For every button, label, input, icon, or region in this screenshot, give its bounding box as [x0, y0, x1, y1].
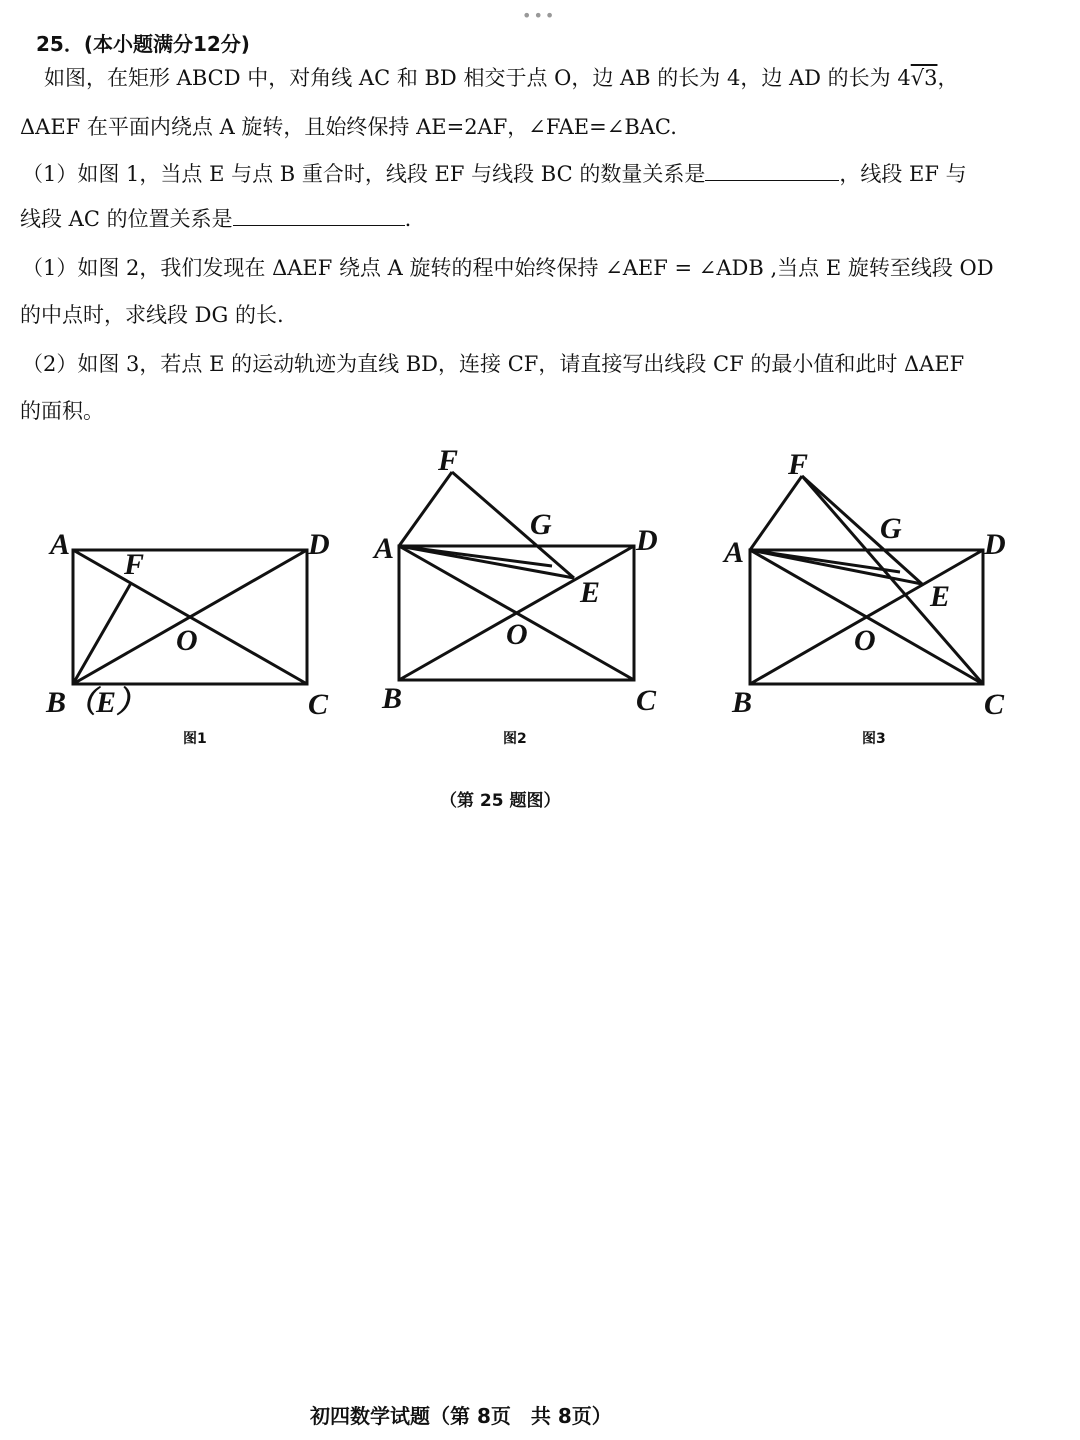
intro-line-1 [44, 62, 958, 92]
figure-3-caption: 图3 [862, 731, 886, 747]
label-a: A [50, 528, 71, 561]
label-g: G [530, 508, 552, 541]
figure-3-diagram [720, 440, 1060, 730]
question-1-line-1 [22, 158, 967, 188]
problem-heading: 25．(本小题满分12分) [36, 32, 250, 56]
q1-text-a: （1）如图 1，当点 E 与点 B 重合时，线段 EF 与线段 BC 的数量关系是 [22, 162, 706, 186]
label-b: B [732, 686, 753, 719]
figure-1-caption: 图1 [183, 731, 207, 747]
label-d: D [636, 524, 658, 557]
label-f: F [788, 448, 809, 481]
question-1-line-2 [20, 203, 411, 233]
label-e: E [580, 576, 601, 609]
figure-1 [40, 440, 360, 734]
label-e: E [930, 580, 951, 613]
q1-text-b: ，线段 EF 与 [839, 162, 967, 186]
label-a: A [374, 532, 395, 565]
label-c: C [984, 688, 1005, 721]
segment-af [750, 476, 802, 550]
label-g: G [880, 512, 902, 545]
label-f: F [124, 548, 145, 581]
figure-2-diagram [370, 440, 700, 730]
figure-3 [720, 440, 1060, 734]
label-b: B [382, 682, 403, 715]
label-o: O [506, 618, 528, 651]
segment-ag [399, 546, 552, 566]
question-3-line-1: （2）如图 3，若点 E 的运动轨迹为直线 BD，连接 CF，请直接写出线段 CF 的最小值和此时 ΔAEF [22, 352, 965, 376]
label-o: O [854, 624, 876, 657]
q1-text-d: . [404, 207, 412, 231]
answer-blank-2[interactable] [233, 205, 405, 226]
segment-af [399, 472, 452, 546]
label-d: D [984, 528, 1006, 561]
label-d: D [308, 528, 330, 561]
answer-blank-1[interactable] [705, 160, 839, 181]
intro-1-text: 如图，在矩形 ABCD 中，对角线 AC 和 BD 相交于点 O，边 AB 的长为 4，边 AD 的长为 4 [44, 66, 911, 90]
intro-1-end: ， [937, 66, 959, 90]
figure-2-caption: 图2 [503, 731, 527, 747]
label-a: A [724, 536, 745, 569]
q1-text-c: 线段 AC 的位置关系是 [20, 207, 233, 231]
question-2-line-1: （1）如图 2，我们发现在 ΔAEF 绕点 A 旋转的程中始终保持 ∠AEF = ∠ADB ,当点 E 旋转至线段 OD [22, 256, 994, 280]
top-indicator: ••• [522, 6, 557, 25]
question-3-line-2: 的面积。 [20, 399, 104, 423]
label-b-e: B（E） [46, 686, 147, 719]
figure-1-diagram [40, 440, 360, 730]
question-2-line-2: 的中点时，求线段 DG 的长. [20, 303, 284, 327]
segment-cf [802, 476, 983, 684]
label-c: C [308, 688, 329, 721]
page-footer: 初四数学试题（第 8页 共 8页） [310, 1404, 612, 1428]
intro-line-2: ΔAEF 在平面内绕点 A 旋转，且始终保持 AE=2AF，∠FAE=∠BAC. [20, 115, 677, 139]
label-f: F [438, 444, 459, 477]
sqrt-three: √3 [910, 66, 938, 90]
label-o: O [176, 624, 198, 657]
figure-group-caption: （第 25 题图） [440, 791, 561, 811]
label-c: C [636, 684, 657, 717]
figure-2 [370, 440, 700, 734]
